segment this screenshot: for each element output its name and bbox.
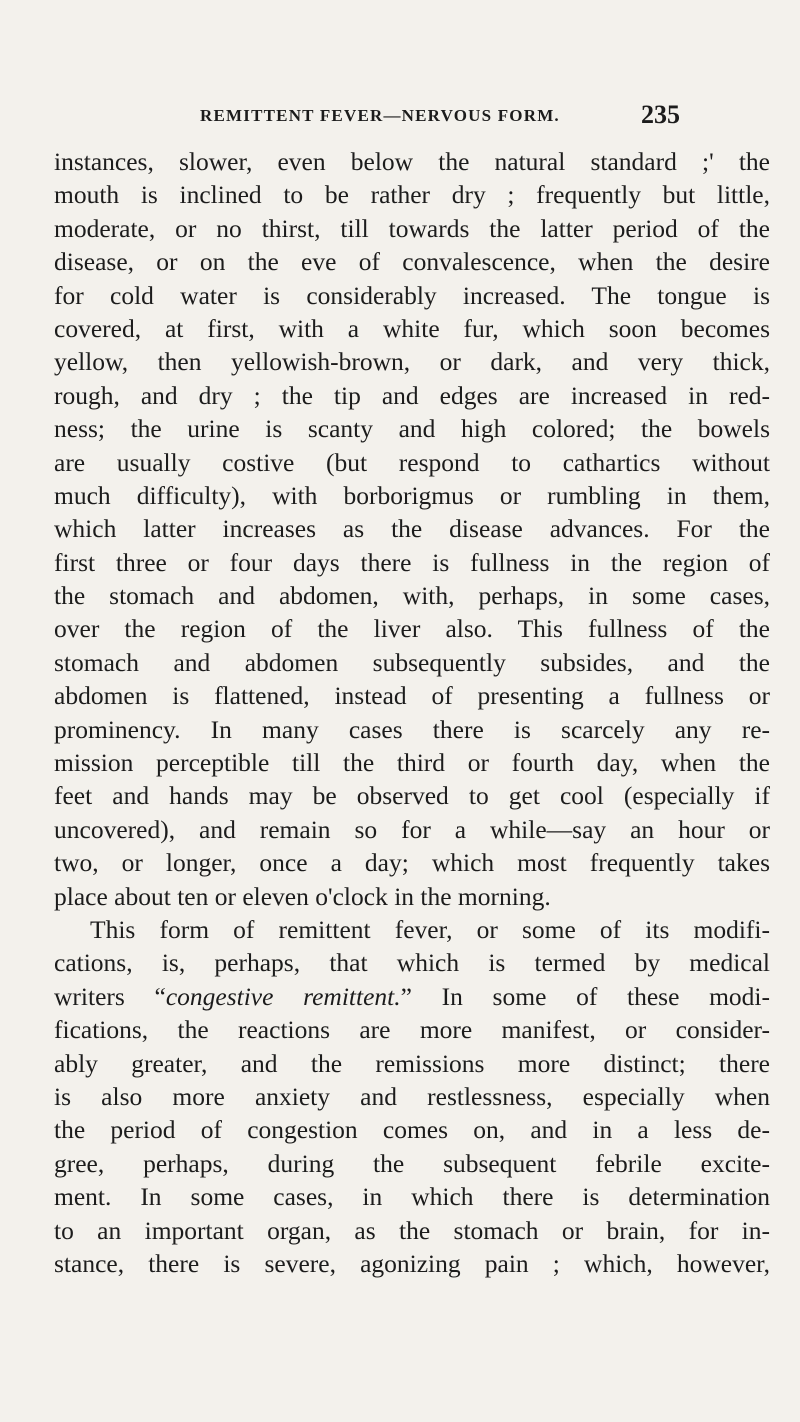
text-line: uncovered), and remain so for a while—say an hour or xyxy=(54,814,770,844)
text-run: writers “ xyxy=(54,981,166,1011)
text-line: are usually costive (but respond to cathartics without xyxy=(54,447,770,477)
text-line: prominency. In many cases there is scarcely any re- xyxy=(54,714,770,744)
italic-term: congestive remittent. xyxy=(165,981,401,1011)
running-title: REMITTENT FEVER—NERVOUS FORM. xyxy=(200,106,560,125)
text-line: first three or four days there is fullness in the region of xyxy=(54,547,770,577)
page-number: 235 xyxy=(641,100,680,129)
text-line: much difficulty), with borborigmus or rumbling in them, xyxy=(54,480,770,510)
text-line: mouth is inclined to be rather dry ; frequently but little, xyxy=(54,180,770,210)
text-line: gree, perhaps, during the subsequent febrile excite- xyxy=(54,1148,770,1178)
text-line: to an important organ, as the stomach or brain, for in- xyxy=(54,1215,770,1245)
text-line: feet and hands may be observed to get cool (especially if xyxy=(54,781,770,811)
text-line: instances, slower, even below the natural standard ;' the xyxy=(54,147,770,176)
text-line: which latter increases as the disease advances. For the xyxy=(54,514,770,544)
running-head xyxy=(200,100,680,136)
text-line: is also more anxiety and restlessness, especially when xyxy=(54,1081,770,1111)
text-line: cations, is, perhaps, that which is termed by medical xyxy=(54,948,770,978)
text-line: fications, the reactions are more manifest, or consider- xyxy=(54,1015,770,1045)
text-line: ably greater, and the remissions more distinct; there xyxy=(54,1048,770,1078)
text-line xyxy=(54,980,770,1013)
text-line: ness; the urine is scanty and high colored; the bowels xyxy=(54,414,770,444)
text-line: covered, at first, with a white fur, which soon becomes xyxy=(54,313,770,343)
text-line: stomach and abdomen subsequently subsides, and the xyxy=(54,647,770,677)
text-line: yellow, then yellowish-brown, or dark, and very thick, xyxy=(54,347,770,377)
text-line: moderate, or no thirst, till towards the latter period of the xyxy=(54,213,770,243)
text-line: mission perceptible till the third or fourth day, when the xyxy=(54,748,770,778)
text-line: over the region of the liver also. This fullness of the xyxy=(54,614,770,644)
text-line: ment. In some cases, in which there is determination xyxy=(54,1182,770,1212)
text-line: abdomen is flattened, instead of presenting a fullness or xyxy=(54,681,770,711)
text-line: stance, there is severe, agonizing pain ; which, however, xyxy=(54,1248,770,1278)
text-line: disease, or on the eve of convalescence, when the desire xyxy=(54,247,770,277)
text-line: the stomach and abdomen, with, perhaps, in some cases, xyxy=(54,581,770,611)
body-text xyxy=(54,145,770,1280)
text-line: two, or longer, once a day; which most frequently takes xyxy=(54,848,770,878)
text-line: place about ten or eleven o'clock in the morning. xyxy=(54,881,551,911)
text-run: ” In some of these modi- xyxy=(400,981,770,1011)
text-line: This form of remittent fever, or some of its modifi- xyxy=(90,914,770,944)
text-line: for cold water is considerably increased. The tongue is xyxy=(54,280,770,310)
text-line: rough, and dry ; the tip and edges are increased in red- xyxy=(54,380,770,410)
text-line: the period of congestion comes on, and in a less de- xyxy=(54,1115,770,1145)
